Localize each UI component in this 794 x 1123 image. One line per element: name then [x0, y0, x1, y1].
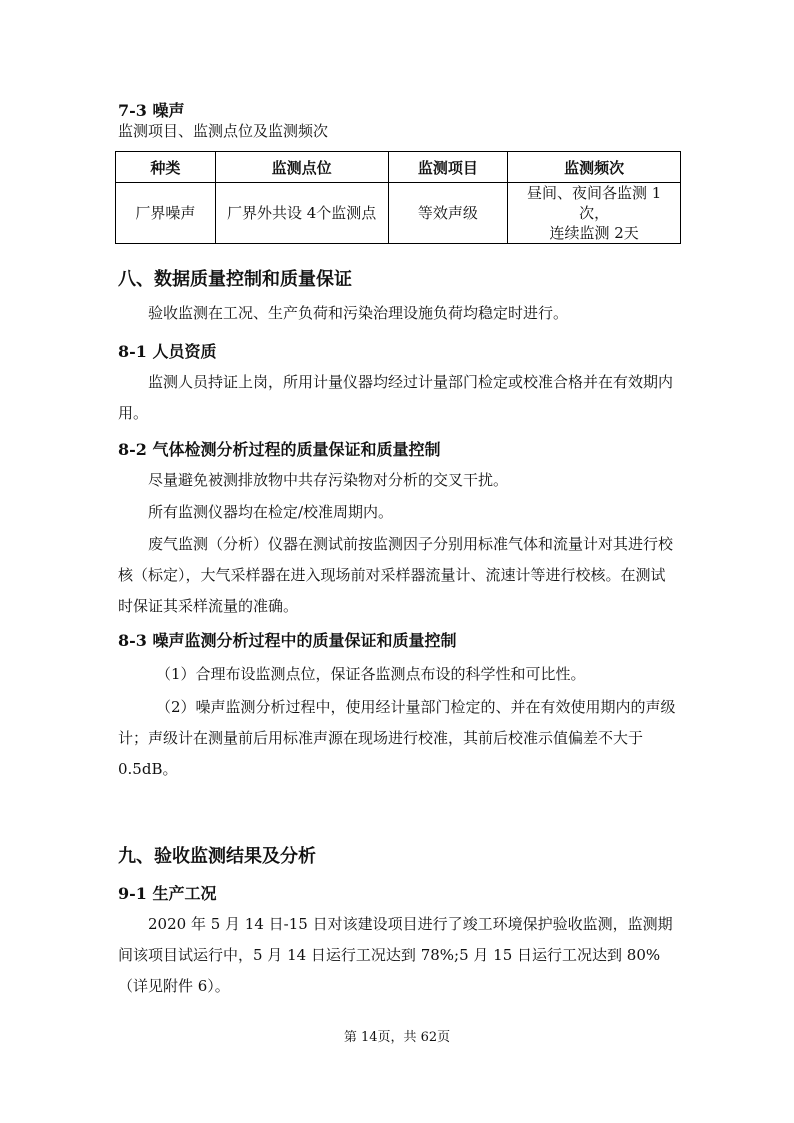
- table-row: [116, 183, 681, 244]
- table-header-cell: 种类: [116, 152, 216, 183]
- table-cell: 厂界外共设 4个监测点: [215, 183, 388, 244]
- table-cell-line: 昼间、夜间各监测 1次，: [526, 184, 662, 222]
- section-8-3-para-2: （2）噪声监测分析过程中，使用经计量部门检定的、并在有效使用期内的声级计；声级计在测量前后用标准声源在现场进行校准，其前后校准示值偏差不大于 0.5dB。: [118, 698, 676, 778]
- section-9-title: 九、验收监测结果及分析: [118, 846, 316, 867]
- section-8-2-para-1: 尽量避免被测排放物中共存污染物对分析的交叉干扰。: [148, 471, 509, 489]
- monitoring-table: [115, 151, 681, 244]
- table-header-row: [116, 152, 681, 183]
- section-9-1-title: 9-1 生产工况: [118, 884, 217, 903]
- section-8-2-para-3: 废气监测（分析）仪器在测试前按监测因子分别用标准气体和流量计对其进行校核（标定），大气采样器在进入现场前对采样器流量计、流速计等进行校核。在测试时保证其采样流量的准确。: [118, 535, 674, 615]
- table-header-cell: 监测频次: [508, 152, 681, 183]
- section-8-intro: 验收监测在工况、生产负荷和污染治理设施负荷均稳定时进行。: [148, 304, 569, 322]
- section-9-1-text: 2020 年 5 月 14 日-15 日对该建设项目进行了竣工环境保护验收监测，监测期间该项目试运行中，5 月 14 日运行工况达到 78%;5 月 15 日运行工况达到 80%（详见附件 6）。: [118, 915, 673, 995]
- section-8-2-para-2: 所有监测仪器均在检定/校准周期内。: [148, 503, 394, 521]
- section-8-1-text: 监测人员持证上岗，所用计量仪器均经过计量部门检定或校准合格并在有效期内用。: [118, 373, 674, 422]
- section-8-2-title: 8-2 气体检测分析过程的质量保证和质量控制: [118, 440, 441, 459]
- table-cell-line: 连续监测 2天: [549, 224, 639, 242]
- section-7-3-title: 7-3 噪声: [118, 101, 185, 120]
- section-8-title: 八、数据质量控制和质量保证: [118, 269, 352, 290]
- section-8-1-title: 8-1 人员资质: [118, 342, 217, 361]
- table-header-cell: 监测点位: [215, 152, 388, 183]
- page-footer: 第 14页，共 62页: [343, 1030, 451, 1045]
- table-cell: [508, 183, 681, 244]
- section-7-3-subtitle: 监测项目、监测点位及监测频次: [118, 122, 329, 140]
- table-header-cell: 监测项目: [388, 152, 508, 183]
- table-cell: 厂界噪声: [116, 183, 216, 244]
- section-8-3-title: 8-3 噪声监测分析过程中的质量保证和质量控制: [118, 631, 457, 650]
- section-8-3-para-1: （1）合理布设监测点位，保证各监测点布设的科学性和可比性。: [156, 665, 586, 683]
- table-cell: 等效声级: [388, 183, 508, 244]
